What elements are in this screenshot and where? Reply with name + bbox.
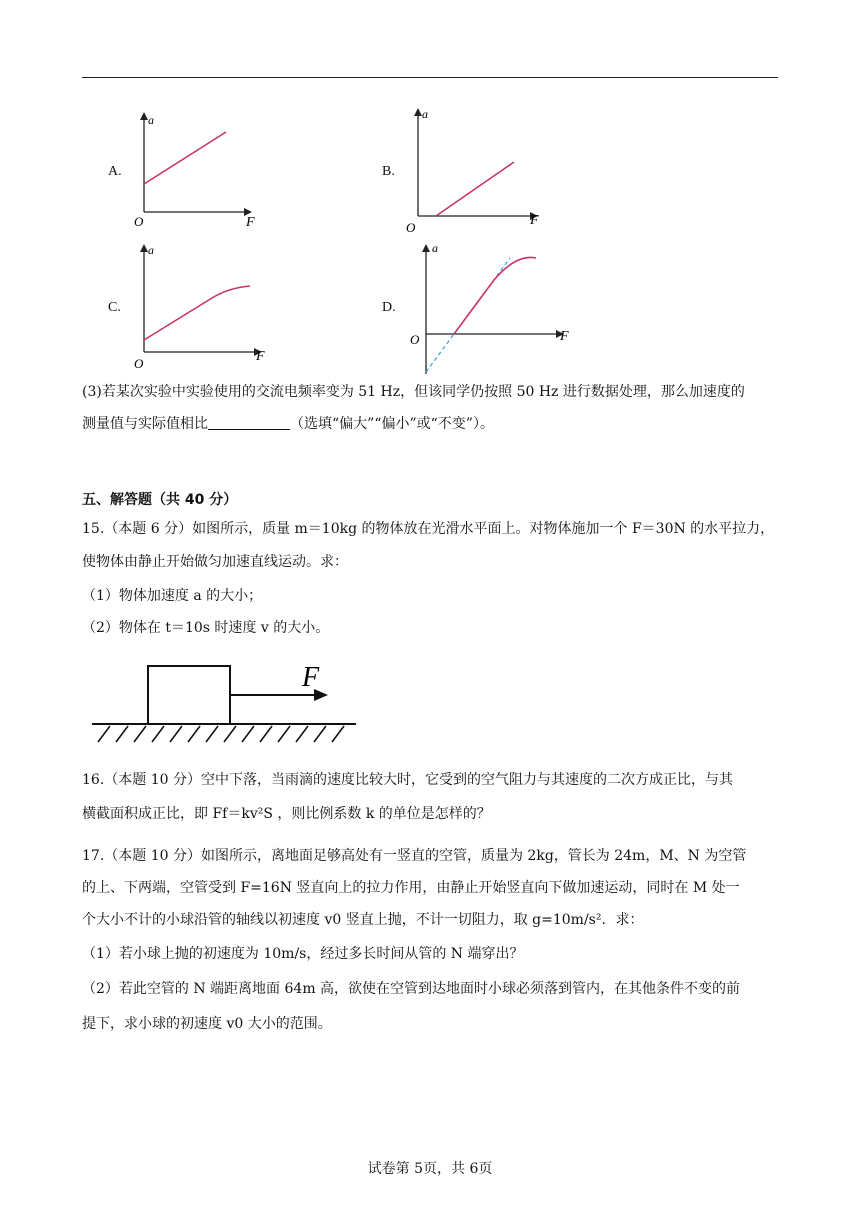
y-axis-label: a	[432, 241, 438, 255]
y-axis-label: a	[148, 243, 154, 257]
option-a-label: A.	[108, 164, 122, 179]
y-arrow-icon	[414, 108, 422, 116]
q15-line1: 15.（本题 6 分）如图所示，质量 m＝10kg 的物体放在光滑水平面上。对物体施加一个 F＝30N 的水平拉力，	[82, 521, 775, 537]
q17-line2: 的上、下两端，空管受到 F=16N 竖直向上的拉力作用，由静止开始竖直向下做加速运动，同时在 M 处一	[82, 880, 740, 896]
x-axis-label: F	[530, 213, 539, 228]
origin-label: O	[410, 332, 420, 347]
graph-a	[128, 108, 268, 232]
q15-sub1: （1）物体加速度 a 的大小；	[82, 588, 263, 604]
q14-3-line2	[82, 410, 782, 438]
origin-label: O	[134, 356, 144, 370]
origin-label: O	[406, 220, 416, 234]
q17-sub1: （1）若小球上抛的初速度为 10m/s，经过多长时间从管的 N 端穿出？	[82, 946, 524, 962]
y-arrow-icon	[422, 244, 430, 252]
q14-3-line1: (3)若某次实验中实验使用的交流电频率变为 51 Hz，但该同学仍按照 50 Hz 进行数据处理，那么加速度的	[82, 384, 745, 400]
graph-d-curve	[454, 257, 536, 334]
graph-c-curve	[144, 286, 250, 340]
block	[148, 666, 230, 724]
q17-sub2-line1: （2）若此空管的 N 端距离地面 64m 高，欲使在空管到达地面时小球必须落到管内，在其他条件不变的前	[82, 981, 741, 997]
page-footer: 试卷第 5页，共 6页	[367, 1161, 493, 1177]
answer-blank	[208, 415, 290, 430]
q15-line2: 使物体由静止开始做匀加速直线运动。求：	[82, 554, 348, 570]
graph-c	[128, 238, 278, 370]
q15-sub2: （2）物体在 t＝10s 时速度 v 的大小。	[82, 620, 330, 636]
ground-hatching	[98, 726, 344, 742]
graph-d	[404, 236, 580, 376]
q15-figure	[88, 656, 368, 748]
y-arrow-icon	[140, 112, 148, 120]
header-rule	[82, 77, 778, 78]
x-axis-label: F	[256, 349, 265, 364]
section5-heading: 五、解答题（共 40 分）	[82, 492, 238, 508]
q17-line1: 17.（本题 10 分）如图所示，离地面足够高处有一竖直的空管，质量为 2kg，管长为 24m，M、N 为空管	[82, 848, 747, 864]
y-axis-label: a	[148, 113, 154, 127]
origin-label: O	[134, 214, 144, 229]
force-label: F	[302, 662, 320, 693]
q16-line1: 16.（本题 10 分）空中下落，当雨滴的速度比较大时，它受到的空气阻力与其速度的二次方成正比，与其	[82, 772, 733, 788]
x-axis-label: F	[560, 329, 569, 344]
graph-a-curve	[144, 132, 226, 184]
option-c-label: C.	[108, 300, 121, 315]
q14-3-line2-after: （选填“偏大”“偏小”或“不变”）。	[290, 416, 494, 432]
q17-line3: 个大小不计的小球沿管的轴线以初速度 v0 竖直上抛，不计一切阻力，取 g=10m/s²．求：	[82, 912, 644, 928]
q17-sub2-line2: 提下，求小球的初速度 v0 大小的范围。	[82, 1016, 332, 1032]
y-axis-label: a	[422, 107, 428, 121]
option-b-label: B.	[382, 164, 395, 179]
x-axis-label: F	[246, 215, 255, 230]
option-d-label: D.	[382, 300, 396, 315]
graph-b-curve	[436, 162, 514, 216]
graph-b	[402, 100, 552, 234]
q14-3-line2-before: 测量值与实际值相比	[82, 416, 208, 432]
y-arrow-icon	[140, 244, 148, 252]
q16-line2: 横截面积成正比，即 Ff＝kv²S ，则比例系数 k 的单位是怎样的？	[82, 806, 491, 822]
